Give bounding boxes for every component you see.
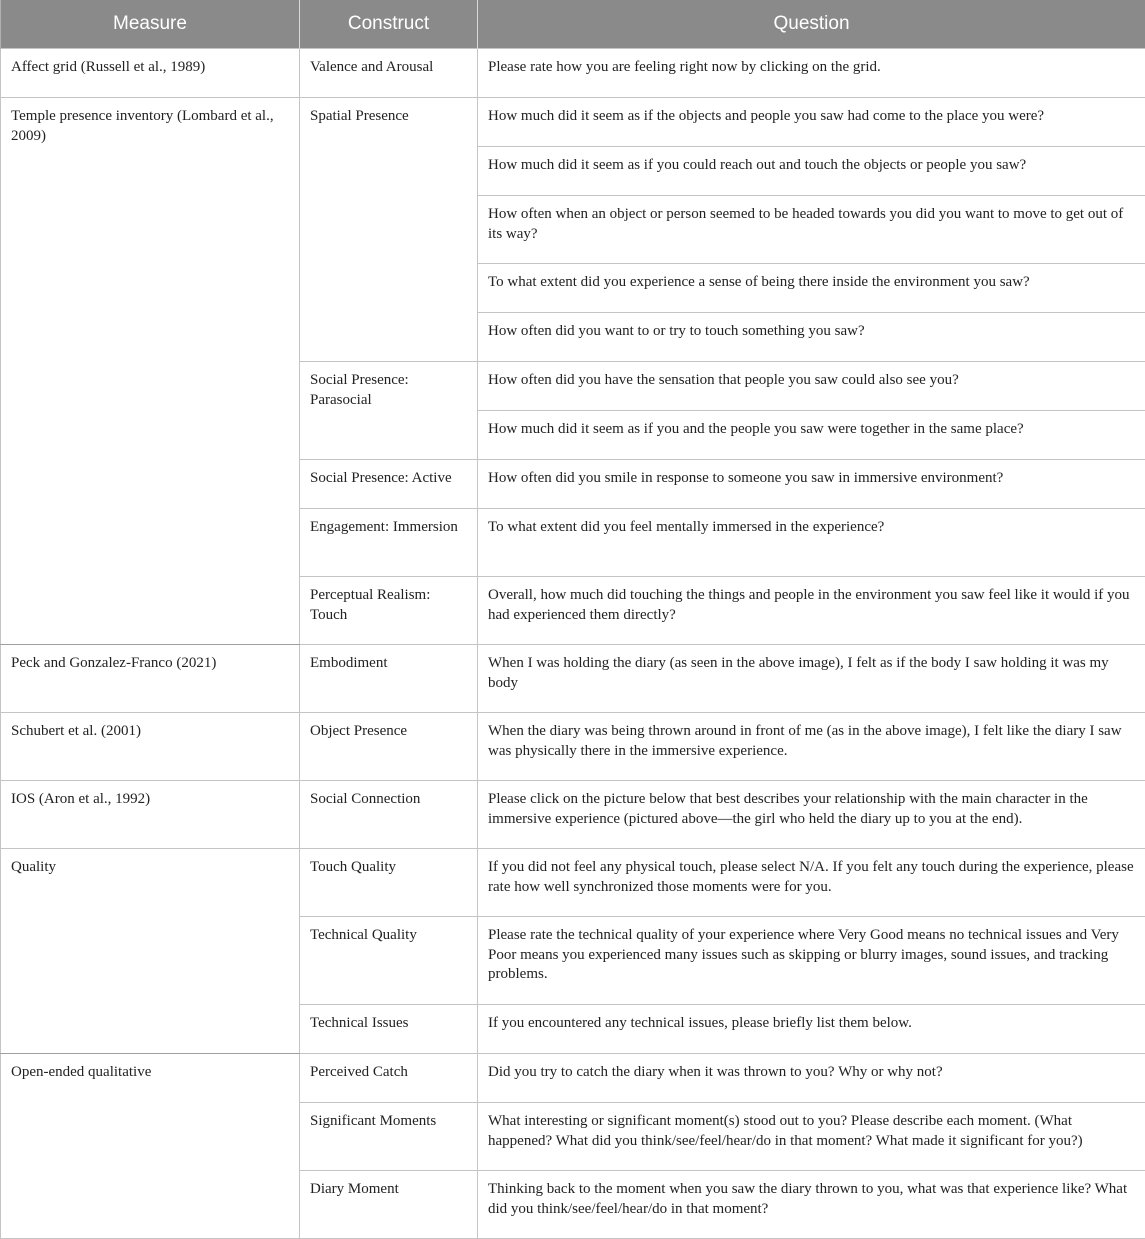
table-row bbox=[1, 98, 1145, 147]
construct-cell: Social Presence: Parasocial bbox=[300, 362, 478, 460]
question-cell: Overall, how much did touching the things and people in the environment you saw feel like it would if you had experienced them directly? bbox=[478, 577, 1145, 645]
question-cell: To what extent did you experience a sense of being there inside the environment you saw? bbox=[478, 264, 1145, 313]
construct-cell: Object Presence bbox=[300, 713, 478, 781]
header-row bbox=[1, 0, 1145, 49]
table-row bbox=[1, 1054, 1145, 1103]
construct-cell: Perceptual Realism: Touch bbox=[300, 577, 478, 645]
table-row bbox=[1, 49, 1145, 98]
table-row bbox=[1, 713, 1145, 781]
question-cell: How much did it seem as if you could reach out and touch the objects or people you saw? bbox=[478, 147, 1145, 196]
question-cell: Please rate the technical quality of your experience where Very Good means no technical issues and Very Poor means you experienced many issues such as skipping or blurry images, sound issues, and tracking problems. bbox=[478, 917, 1145, 1005]
question-cell: Did you try to catch the diary when it was thrown to you? Why or why not? bbox=[478, 1054, 1145, 1103]
question-cell: If you encountered any technical issues, please briefly list them below. bbox=[478, 1005, 1145, 1054]
question-cell: How often did you want to or try to touch something you saw? bbox=[478, 313, 1145, 362]
header-question: Question bbox=[478, 0, 1145, 49]
measure-cell: Schubert et al. (2001) bbox=[1, 713, 300, 781]
construct-cell: Engagement: Immersion bbox=[300, 509, 478, 577]
question-cell: Please rate how you are feeling right now by clicking on the grid. bbox=[478, 49, 1145, 98]
table-row bbox=[1, 645, 1145, 713]
question-cell: What interesting or significant moment(s) stood out to you? Please describe each moment. (What happened? What did you think/see/feel/hear/do in that moment? What made it significant for you?) bbox=[478, 1103, 1145, 1171]
construct-cell: Technical Issues bbox=[300, 1005, 478, 1054]
header-measure: Measure bbox=[1, 0, 300, 49]
construct-cell: Significant Moments bbox=[300, 1103, 478, 1171]
measure-cell: Open-ended qualitative bbox=[1, 1054, 300, 1239]
question-cell: How much did it seem as if you and the people you saw were together in the same place? bbox=[478, 411, 1145, 460]
question-cell: How often did you smile in response to someone you saw in immersive environment? bbox=[478, 460, 1145, 509]
construct-cell: Diary Moment bbox=[300, 1171, 478, 1239]
measure-cell: IOS (Aron et al., 1992) bbox=[1, 781, 300, 849]
question-cell: Please click on the picture below that best describes your relationship with the main character in the immersive experience (pictured above—the girl who held the diary up to you at the end). bbox=[478, 781, 1145, 849]
header-construct: Construct bbox=[300, 0, 478, 49]
measure-cell: Peck and Gonzalez-Franco (2021) bbox=[1, 645, 300, 713]
construct-cell: Valence and Arousal bbox=[300, 49, 478, 98]
construct-cell: Perceived Catch bbox=[300, 1054, 478, 1103]
measure-cell: Quality bbox=[1, 849, 300, 1054]
construct-cell: Spatial Presence bbox=[300, 98, 478, 362]
measure-cell: Temple presence inventory (Lombard et al., 2009) bbox=[1, 98, 300, 645]
measure-cell: Affect grid (Russell et al., 1989) bbox=[1, 49, 300, 98]
question-cell: Thinking back to the moment when you saw the diary thrown to you, what was that experience like? What did you think/see/feel/hear/do in that moment? bbox=[478, 1171, 1145, 1239]
table-row bbox=[1, 781, 1145, 849]
question-cell: When I was holding the diary (as seen in the above image), I felt as if the body I saw holding it was my body bbox=[478, 645, 1145, 713]
question-cell: How often when an object or person seemed to be headed towards you did you want to move to get out of its way? bbox=[478, 196, 1145, 264]
question-cell: If you did not feel any physical touch, please select N/A. If you felt any touch during the experience, please rate how well synchronized those moments were for you. bbox=[478, 849, 1145, 917]
construct-cell: Touch Quality bbox=[300, 849, 478, 917]
table-row bbox=[1, 849, 1145, 917]
construct-cell: Social Presence: Active bbox=[300, 460, 478, 509]
question-cell: To what extent did you feel mentally immersed in the experience? bbox=[478, 509, 1145, 577]
question-cell: When the diary was being thrown around in front of me (as in the above image), I felt like the diary I saw was physically there in the immersive experience. bbox=[478, 713, 1145, 781]
construct-cell: Social Connection bbox=[300, 781, 478, 849]
question-cell: How much did it seem as if the objects and people you saw had come to the place you were? bbox=[478, 98, 1145, 147]
construct-cell: Technical Quality bbox=[300, 917, 478, 1005]
question-cell: How often did you have the sensation that people you saw could also see you? bbox=[478, 362, 1145, 411]
construct-cell: Embodiment bbox=[300, 645, 478, 713]
